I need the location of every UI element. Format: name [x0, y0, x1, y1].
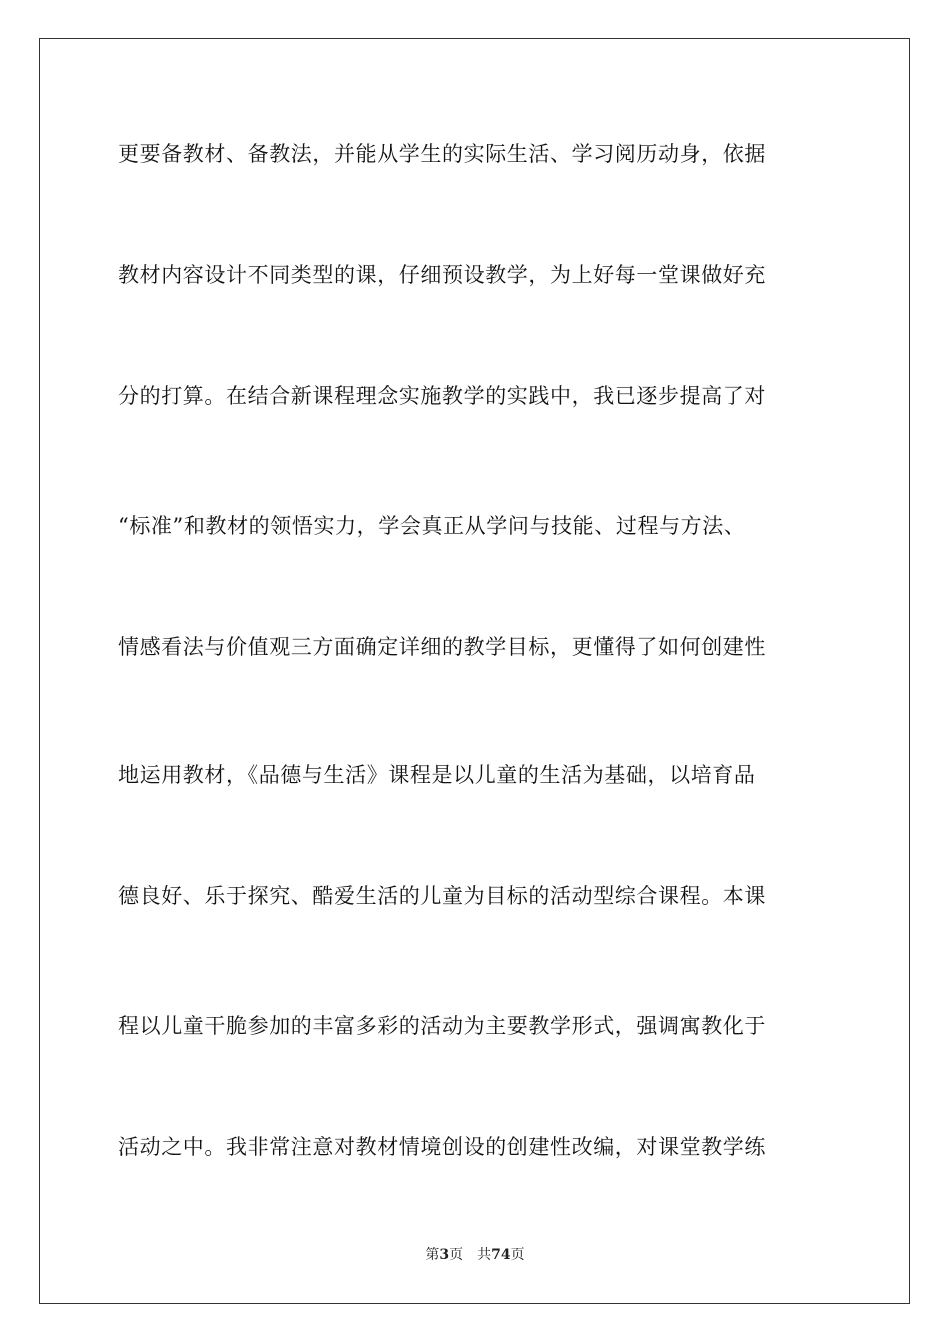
total-suffix: 页 — [510, 1247, 525, 1263]
page-footer — [0, 1246, 950, 1264]
text-line-2: 教材内容设计不同类型的课，仔细预设教学，为上好每一堂课做好充 — [118, 263, 766, 287]
page-prefix: 第 — [425, 1247, 440, 1263]
page-suffix: 页 — [449, 1247, 464, 1263]
page-number: 3 — [439, 1247, 450, 1263]
text-line-1: 更要备教材、备教法，并能从学生的实际生活、学习阅历动身，依据 — [118, 142, 766, 166]
total-prefix: 共 — [477, 1247, 492, 1263]
text-line-4: “标准”和教材的领悟实力，学会真正从学问与技能、过程与方法、 — [118, 514, 746, 538]
text-line-5: 情感看法与价值观三方面确定详细的教学目标，更懂得了如何创建性 — [118, 635, 766, 659]
text-line-8: 程以儿童干脆参加的丰富多彩的活动为主要教学形式，强调寓教化于 — [118, 1014, 766, 1038]
text-line-7: 德良好、乐于探究、酷爱生活的儿童为目标的活动型综合课程。本课 — [118, 884, 766, 908]
text-line-9: 活动之中。我非常注意对教材情境创设的创建性改编，对课堂教学练 — [118, 1135, 766, 1159]
page-border — [39, 38, 910, 1304]
total-pages: 74 — [491, 1247, 511, 1263]
text-line-3: 分的打算。在结合新课程理念实施教学的实践中，我已逐步提高了对 — [118, 384, 766, 408]
text-line-6: 地运用教材，《品德与生活》课程是以儿童的生活为基础，以培育品 — [118, 763, 756, 787]
